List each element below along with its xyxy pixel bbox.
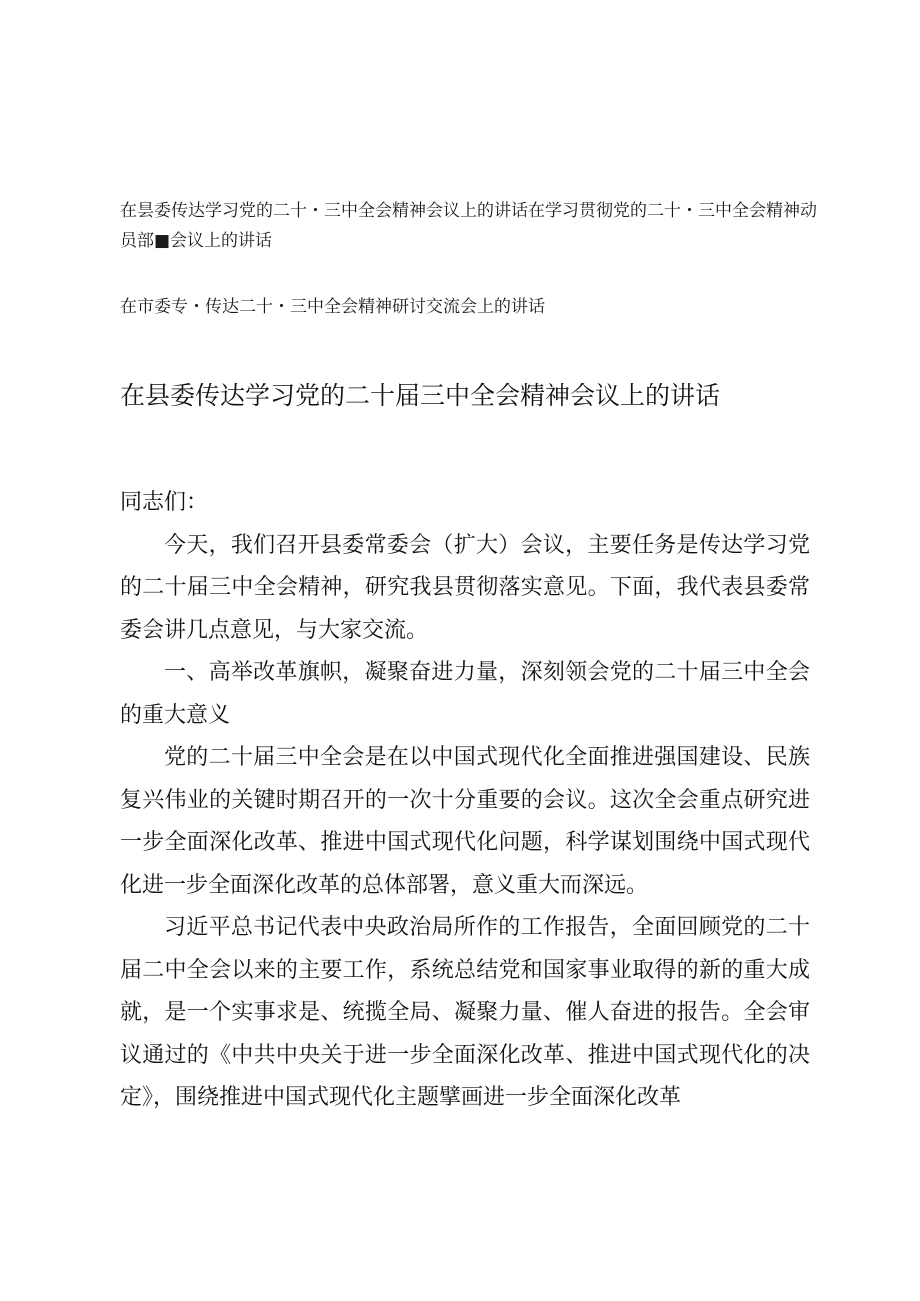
toc-item-1: 在昙委传达学习党的二十・三中全会精神会议上的讲话在学习贯彻党的二十・三中全会精神动员部■会议上的讲话 (120, 201, 817, 251)
paragraph-intro: 今天，我们召开县委常委会（扩大）会议，主要任务是传达学习党的二十届三中全会精神，研究我县贯彻落实意见。下面，我代表县委常委会讲几点意见，与大家交流。 (120, 532, 810, 643)
document-body (120, 482, 810, 1120)
section-heading-1: 一、高举改革旗帜，凝聚奋进力量，深刻领会党的二十届三中全会的重大意义 (120, 660, 810, 728)
document-title: 在县委传达学习党的二十届三中全会精神会议上的讲话 (120, 381, 721, 410)
toc-item-2: 在市委专・传达二十・三中全会精神研讨交流会上的讲话 (120, 297, 545, 317)
paragraph-plenum-significance: 党的二十届三中全会是在以中国式现代化全面推进强国建设、民族复兴伟业的关键时期召开的一次十分重要的会议。这次全会重点研究进一步全面深化改革、推进中国式现代化问题，科学谋划围绕中国式现代化进一步全面深化改革的总体部署，意义重大而深远。 (120, 745, 810, 898)
salutation: 同志们： (120, 490, 209, 515)
paragraph-work-report: 习近平总书记代表中央政治局所作的工作报告，全面回顾党的二十届二中全会以来的主要工作，系统总结党和国家事业取得的新的重大成就，是一个实事求是、统揽全局、凝聚力量、催人奋进的报告。全会审议通过的《中共中央关于进一步全面深化改革、推进中国式现代化的决定》，围绕推进中国式现代化主题擘画进一步全面深化改革 (120, 915, 810, 1110)
